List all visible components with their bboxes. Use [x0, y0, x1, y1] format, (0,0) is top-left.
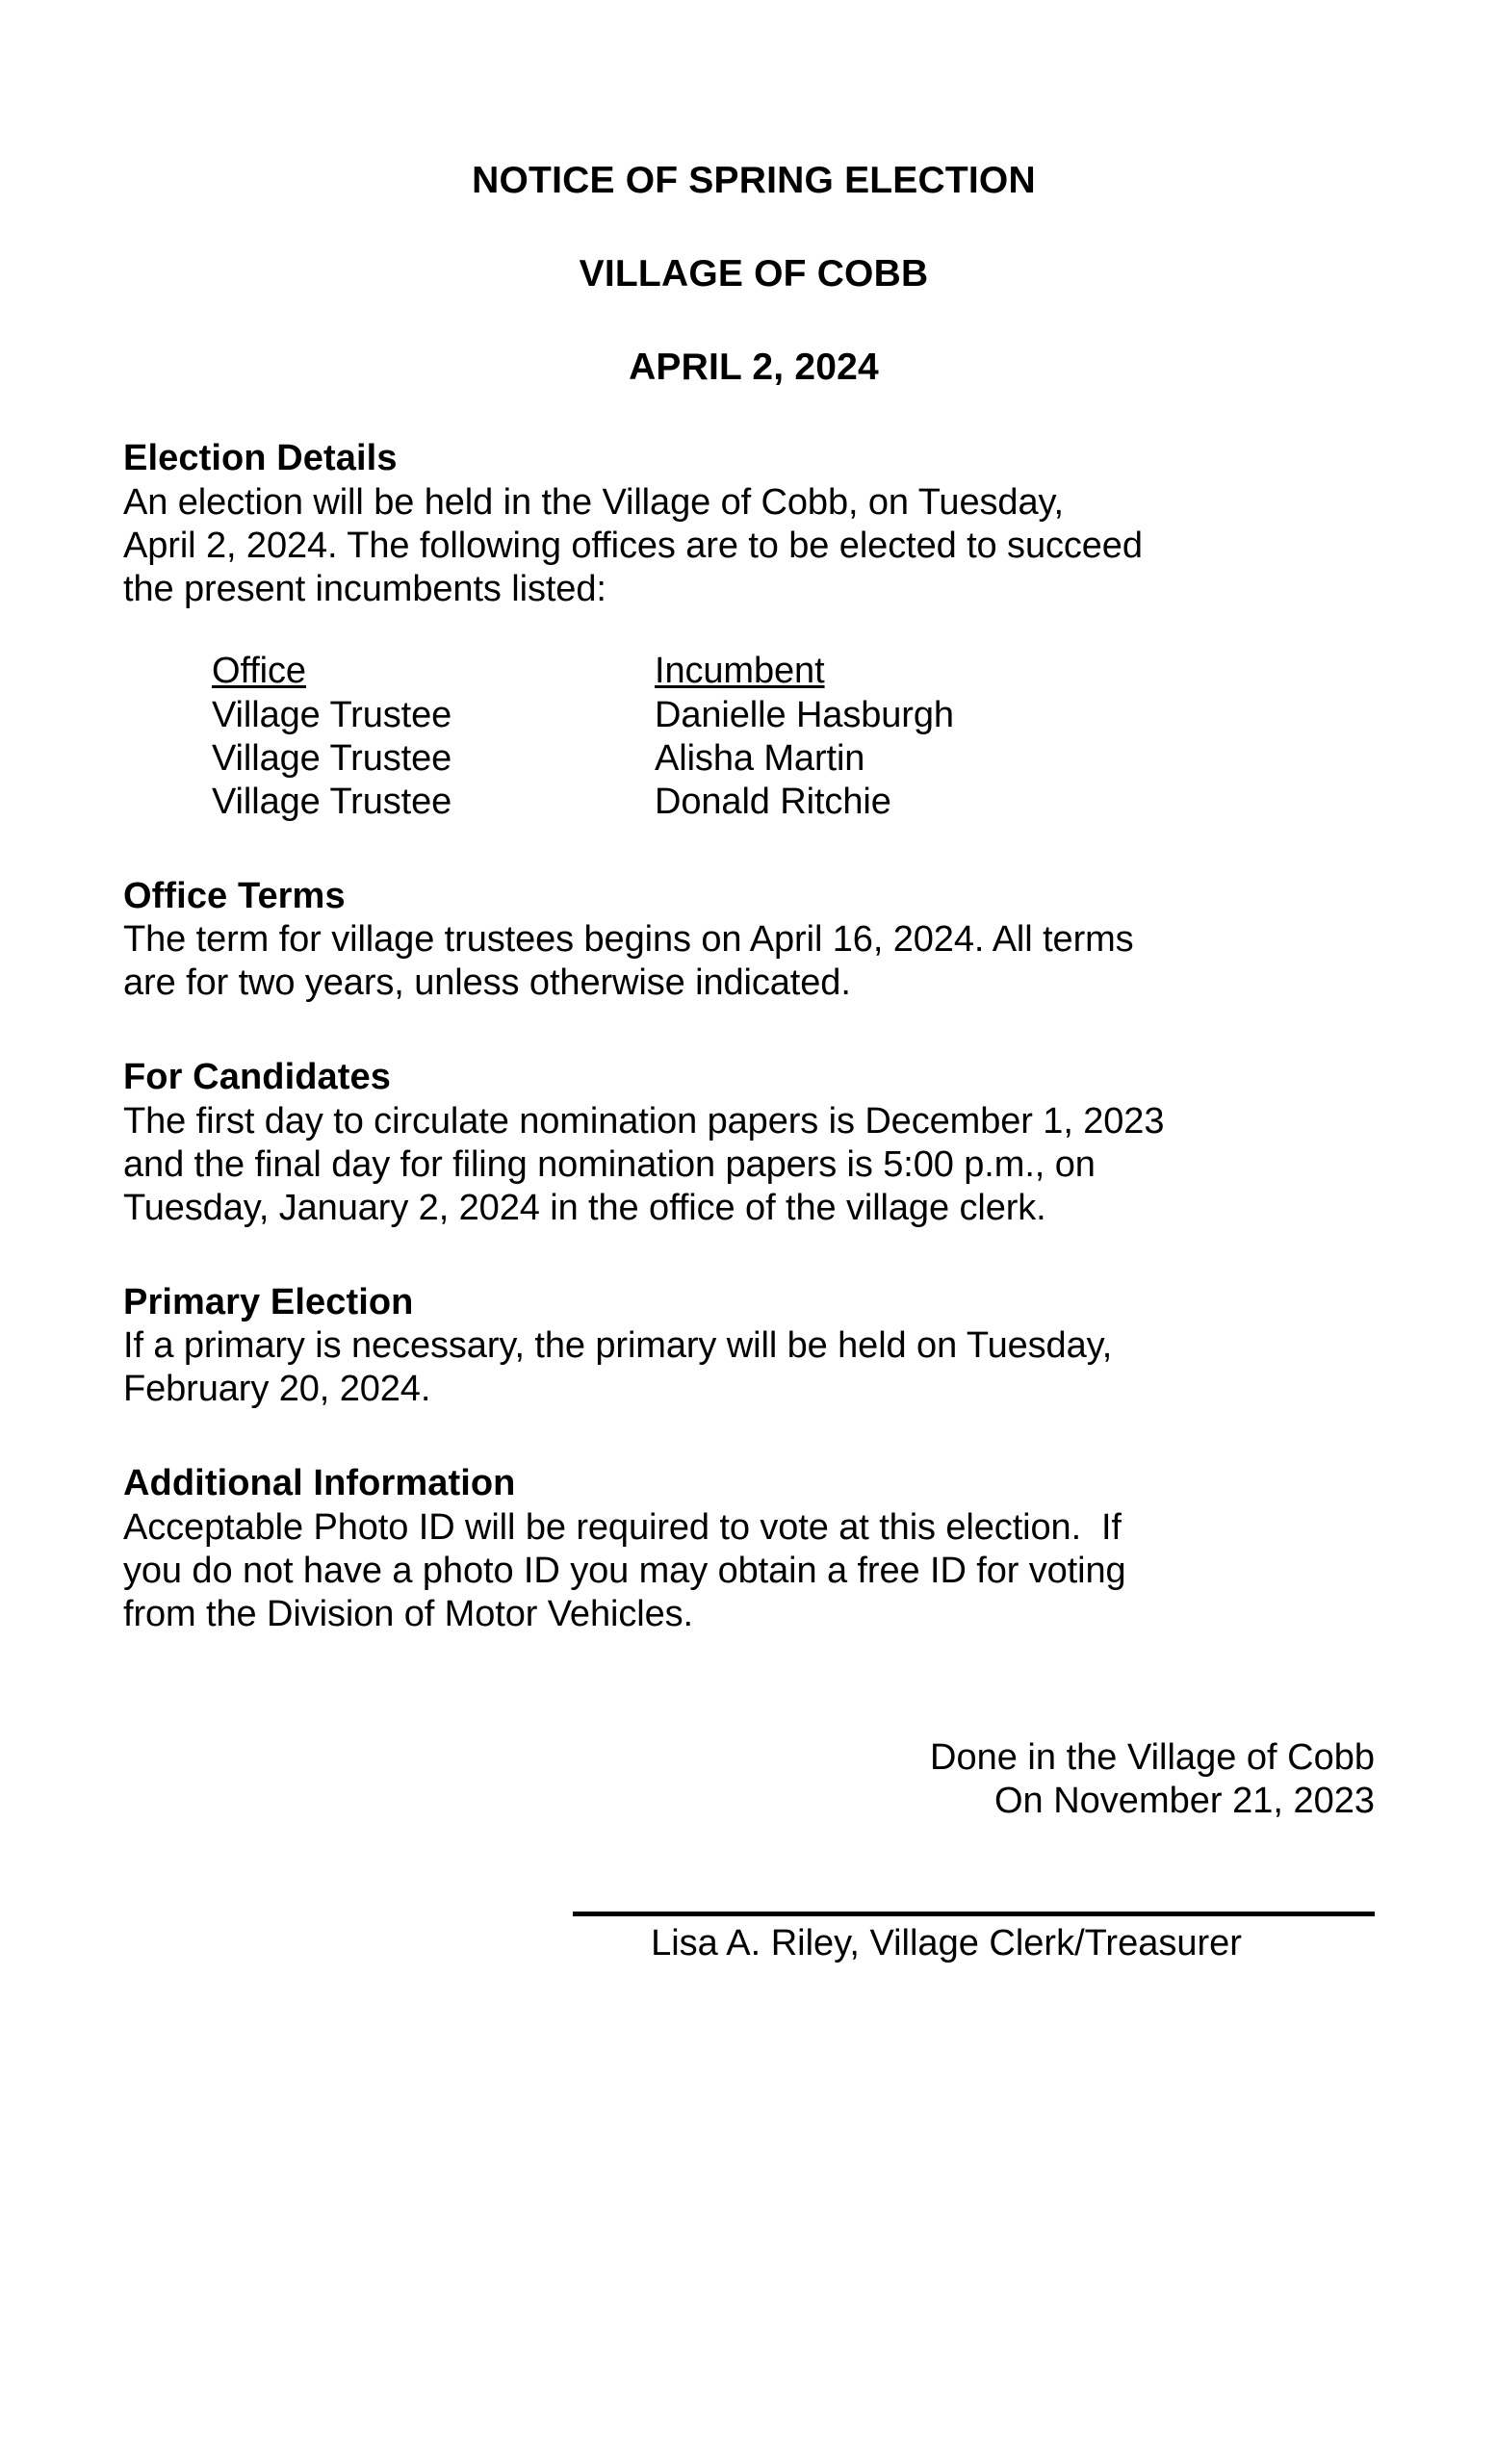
table-row: [212, 694, 1194, 737]
section-text-line: The first day to circulate nomination papers is December 1, 2023: [123, 1100, 1165, 1142]
closing-block: [123, 1736, 1384, 1823]
section-for-candidates: [123, 1057, 1384, 1230]
section-primary-election: [123, 1282, 1384, 1412]
cell-incumbent: Donald Ritchie: [655, 781, 891, 822]
section-heading-office-terms: Office Terms: [123, 875, 346, 916]
section-text-line: are for two years, unless otherwise indicated.: [123, 962, 851, 1004]
section-text-line: Acceptable Photo ID will be required to vote at this election. If: [123, 1506, 1122, 1548]
cell-incumbent: Danielle Hasburgh: [655, 694, 954, 735]
title-block: [123, 0, 1384, 386]
signature-block: [123, 1912, 1384, 1965]
section-election-details: [123, 438, 1384, 611]
signature-name: Lisa A. Riley, Village Clerk/Treasurer: [651, 1923, 1242, 1964]
section-text-line: you do not have a photo ID you may obtain a free ID for voting: [123, 1550, 1126, 1591]
signature-rule: [573, 1912, 1375, 1916]
table-row: [212, 781, 1194, 824]
document-body: [123, 0, 1384, 1966]
cell-office: Village Trustee: [212, 694, 452, 735]
section-text-line: from the Division of Motor Vehicles.: [123, 1593, 693, 1634]
cell-office: Village Trustee: [212, 781, 452, 822]
notice-title-line-1: NOTICE OF SPRING ELECTION: [472, 160, 1036, 201]
section-heading-election-details: Election Details: [123, 438, 398, 478]
section-text-line: The term for village trustees begins on April 16, 2024. All terms: [123, 919, 1134, 961]
section-heading-additional-information: Additional Information: [123, 1463, 516, 1504]
cell-incumbent: Alisha Martin: [655, 737, 865, 779]
section-text-line: the present incumbents listed:: [123, 568, 606, 609]
closing-place-line: Done in the Village of Cobb: [930, 1737, 1375, 1778]
column-header-office-label: Office: [212, 650, 306, 691]
section-heading-for-candidates: For Candidates: [123, 1057, 391, 1098]
section-text-line: and the final day for filing nomination papers is 5:00 p.m., on: [123, 1143, 1096, 1185]
column-header-office: [212, 650, 655, 694]
section-additional-information: [123, 1463, 1384, 1636]
table-row: [212, 737, 1194, 781]
section-text-line: February 20, 2024.: [123, 1369, 431, 1410]
section-office-terms: [123, 876, 1384, 1006]
section-text-line: Tuesday, January 2, 2024 in the office of the village clerk.: [123, 1187, 1046, 1228]
section-text-line: April 2, 2024. The following offices are to be elected to succeed: [123, 525, 1143, 566]
section-heading-primary-election: Primary Election: [123, 1281, 414, 1322]
column-header-incumbent: [655, 650, 1194, 694]
section-text-line: If a primary is necessary, the primary will be held on Tuesday,: [123, 1325, 1113, 1367]
notice-title-line-2: VILLAGE OF COBB: [579, 253, 929, 295]
cell-office: Village Trustee: [212, 737, 452, 779]
table-header-row: [212, 650, 1194, 694]
offices-incumbents-table: [212, 650, 1194, 824]
closing-date-line: On November 21, 2023: [993, 1781, 1375, 1822]
section-text-line: An election will be held in the Village of Cobb, on Tuesday,: [123, 481, 1065, 523]
column-header-incumbent-label: Incumbent: [655, 650, 825, 691]
notice-title-line-3: APRIL 2, 2024: [629, 346, 879, 388]
